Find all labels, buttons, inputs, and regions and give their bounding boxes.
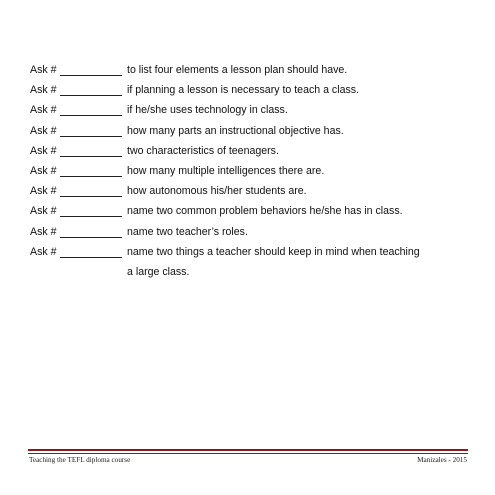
task-text: name two things a teacher should keep in mind when teaching — [127, 245, 420, 258]
answer-blank[interactable] — [60, 163, 122, 179]
task-prefix: Ask # — [30, 104, 57, 117]
task-row — [30, 123, 480, 143]
task-text-continuation: a large class. — [127, 265, 190, 278]
task-prefix: Ask # — [30, 245, 57, 258]
answer-blank[interactable] — [60, 183, 122, 199]
answer-blank[interactable] — [60, 123, 122, 139]
task-row — [30, 62, 480, 82]
task-prefix: Ask # — [30, 225, 57, 238]
task-row — [30, 143, 480, 163]
task-text: if planning a lesson is necessary to teach a class. — [127, 84, 360, 97]
answer-blank[interactable] — [60, 62, 122, 78]
task-row — [30, 82, 480, 102]
answer-blank[interactable] — [60, 143, 122, 159]
task-prefix: Ask # — [30, 84, 57, 97]
task-text: how autonomous his/her students are. — [127, 185, 307, 198]
task-prefix: Ask # — [30, 124, 57, 137]
task-text: name two common problem behaviors he/she has in class. — [127, 205, 403, 218]
task-row — [30, 244, 480, 264]
answer-blank[interactable] — [60, 244, 122, 260]
task-prefix: Ask # — [30, 164, 57, 177]
task-text: if he/she uses technology in class. — [127, 104, 288, 117]
task-text: two characteristics of teenagers. — [127, 144, 279, 157]
footer-rule-thin — [28, 453, 468, 454]
task-row — [30, 224, 480, 244]
task-list — [30, 62, 480, 284]
answer-blank[interactable] — [60, 82, 122, 98]
footer-location-year: Manizales - 2015 — [417, 456, 467, 464]
task-row — [30, 163, 480, 183]
task-row — [30, 102, 480, 122]
task-prefix: Ask # — [30, 185, 57, 198]
task-text: to list four elements a lesson plan should have. — [127, 64, 348, 76]
task-prefix: Ask # — [30, 205, 57, 218]
task-row — [30, 183, 480, 203]
footer-rule — [28, 449, 468, 451]
task-text: how many parts an instructional objective has. — [127, 124, 344, 137]
task-text: how many multiple intelligences there are. — [127, 164, 325, 177]
answer-blank[interactable] — [60, 203, 122, 219]
footer-course-title: Teaching the TEFL diploma course — [29, 456, 131, 464]
answer-blank[interactable] — [60, 102, 122, 118]
answer-blank[interactable] — [60, 224, 122, 240]
task-prefix: Ask # — [30, 64, 57, 76]
task-row — [30, 203, 480, 223]
task-prefix: Ask # — [30, 144, 57, 157]
task-text: name two teacher’s roles. — [127, 225, 248, 238]
